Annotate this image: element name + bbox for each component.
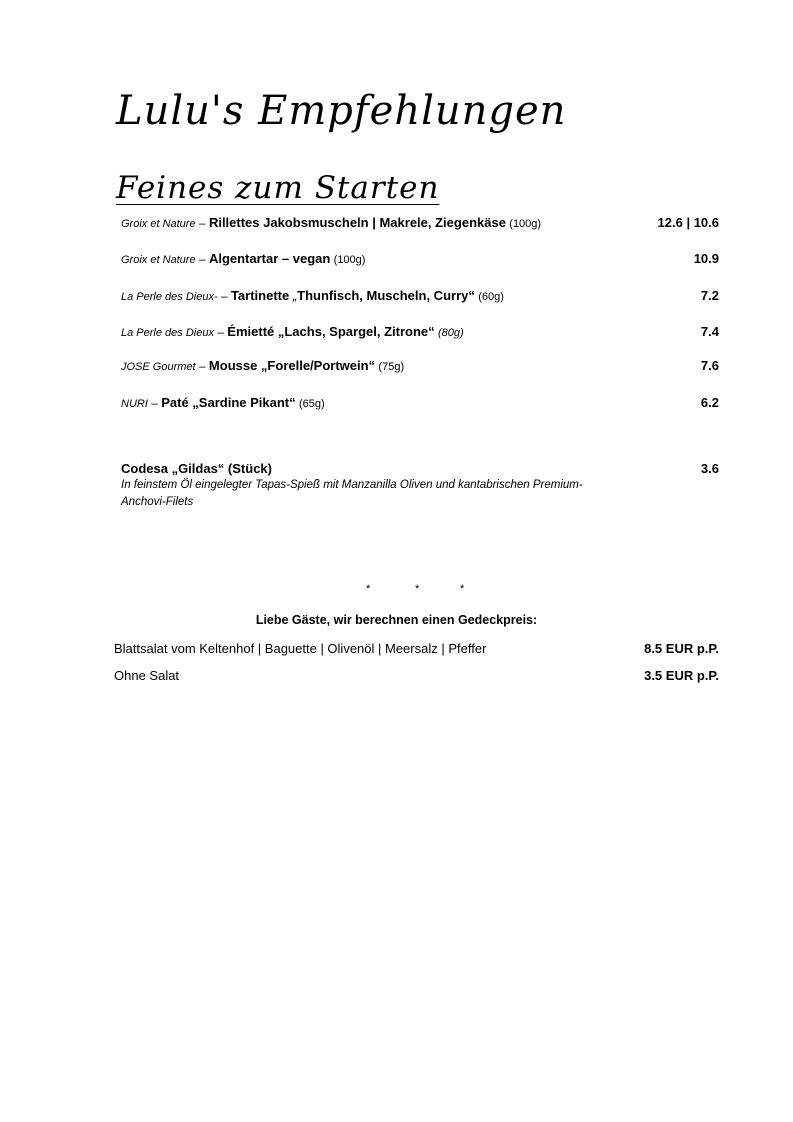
item-separator: – [147,396,162,410]
menu-item [121,288,719,303]
item-brand: La Perle des Dieux- [121,291,218,303]
divider-star: * [366,583,371,595]
cover-charge-label: Ohne Salat [114,668,180,683]
page-title: Lulu's Empfehlungen [116,88,567,134]
menu-item [121,215,719,230]
cover-charge-price: 8.5 EUR p.P. [644,641,719,656]
menu-item [121,251,719,266]
cover-charge-price: 3.5 EUR p.P. [644,668,719,683]
item-price: 7.2 [700,288,719,303]
item-name-part: Thunfisch, Muscheln, Curry“ [297,288,475,303]
item-size: (100g) [509,218,542,230]
item-price: 7.6 [700,358,719,373]
item-separator: – [195,252,209,266]
item-brand: Groix et Nature [121,254,196,266]
item-name: Rillettes Jakobsmuscheln | Makrele, Ziegenkäse [208,215,506,230]
item-price: 10.9 [693,251,719,266]
menu-item-gildas [121,461,719,511]
item-price: 12.6 | 10.6 [657,215,719,230]
item-size: (80g) [437,327,464,339]
item-separator: – [195,216,209,230]
item-brand: Groix et Nature [121,218,196,230]
item-size: (100g) [333,254,366,266]
item-name: Mousse „Forelle/Portwein“ [208,358,376,373]
divider-star: * [460,583,465,595]
item-separator: – [217,289,231,303]
item-price: 3.6 [700,461,719,476]
item-description: In feinstem Öl eingelegter Tapas-Spieß mit Manzanilla Oliven und kantabrischen Premium-Anchovi-Filets [121,479,583,508]
cover-charge-row [114,641,719,656]
menu-item [121,324,719,339]
item-price: 7.4 [700,324,719,339]
menu-item [121,358,719,373]
item-separator: – [213,325,228,339]
menu-item [121,395,719,410]
item-name: Émietté „Lachs, Spargel, Zitrone“ [227,324,435,339]
item-quote-open: „ [289,288,298,303]
item-separator: – [195,359,209,373]
item-name: Codesa „Gildas“ (Stück) [121,461,272,476]
item-name: Tartinette [230,288,290,303]
item-name: Algentartar – vegan [208,251,331,266]
item-brand: NURI [121,398,148,410]
item-brand: La Perle des Dieux [121,327,214,339]
item-name: Paté „Sardine Pikant“ [161,395,296,410]
section-heading: Feines zum Starten [116,170,440,206]
cover-charge-title: Liebe Gäste, wir berechnen einen Gedeckpreis: [255,613,538,627]
item-size: (60g) [478,291,504,303]
item-size: (65g) [298,398,325,410]
item-price: 6.2 [700,395,719,410]
divider-star: * [415,583,420,595]
cover-charge-row [114,668,719,683]
cover-charge-label: Blattsalat vom Keltenhof | Baguette | Olivenöl | Meersalz | Pfeffer [114,641,487,656]
item-brand: JOSE Gourmet [121,361,196,373]
item-size: (75g) [378,361,405,373]
